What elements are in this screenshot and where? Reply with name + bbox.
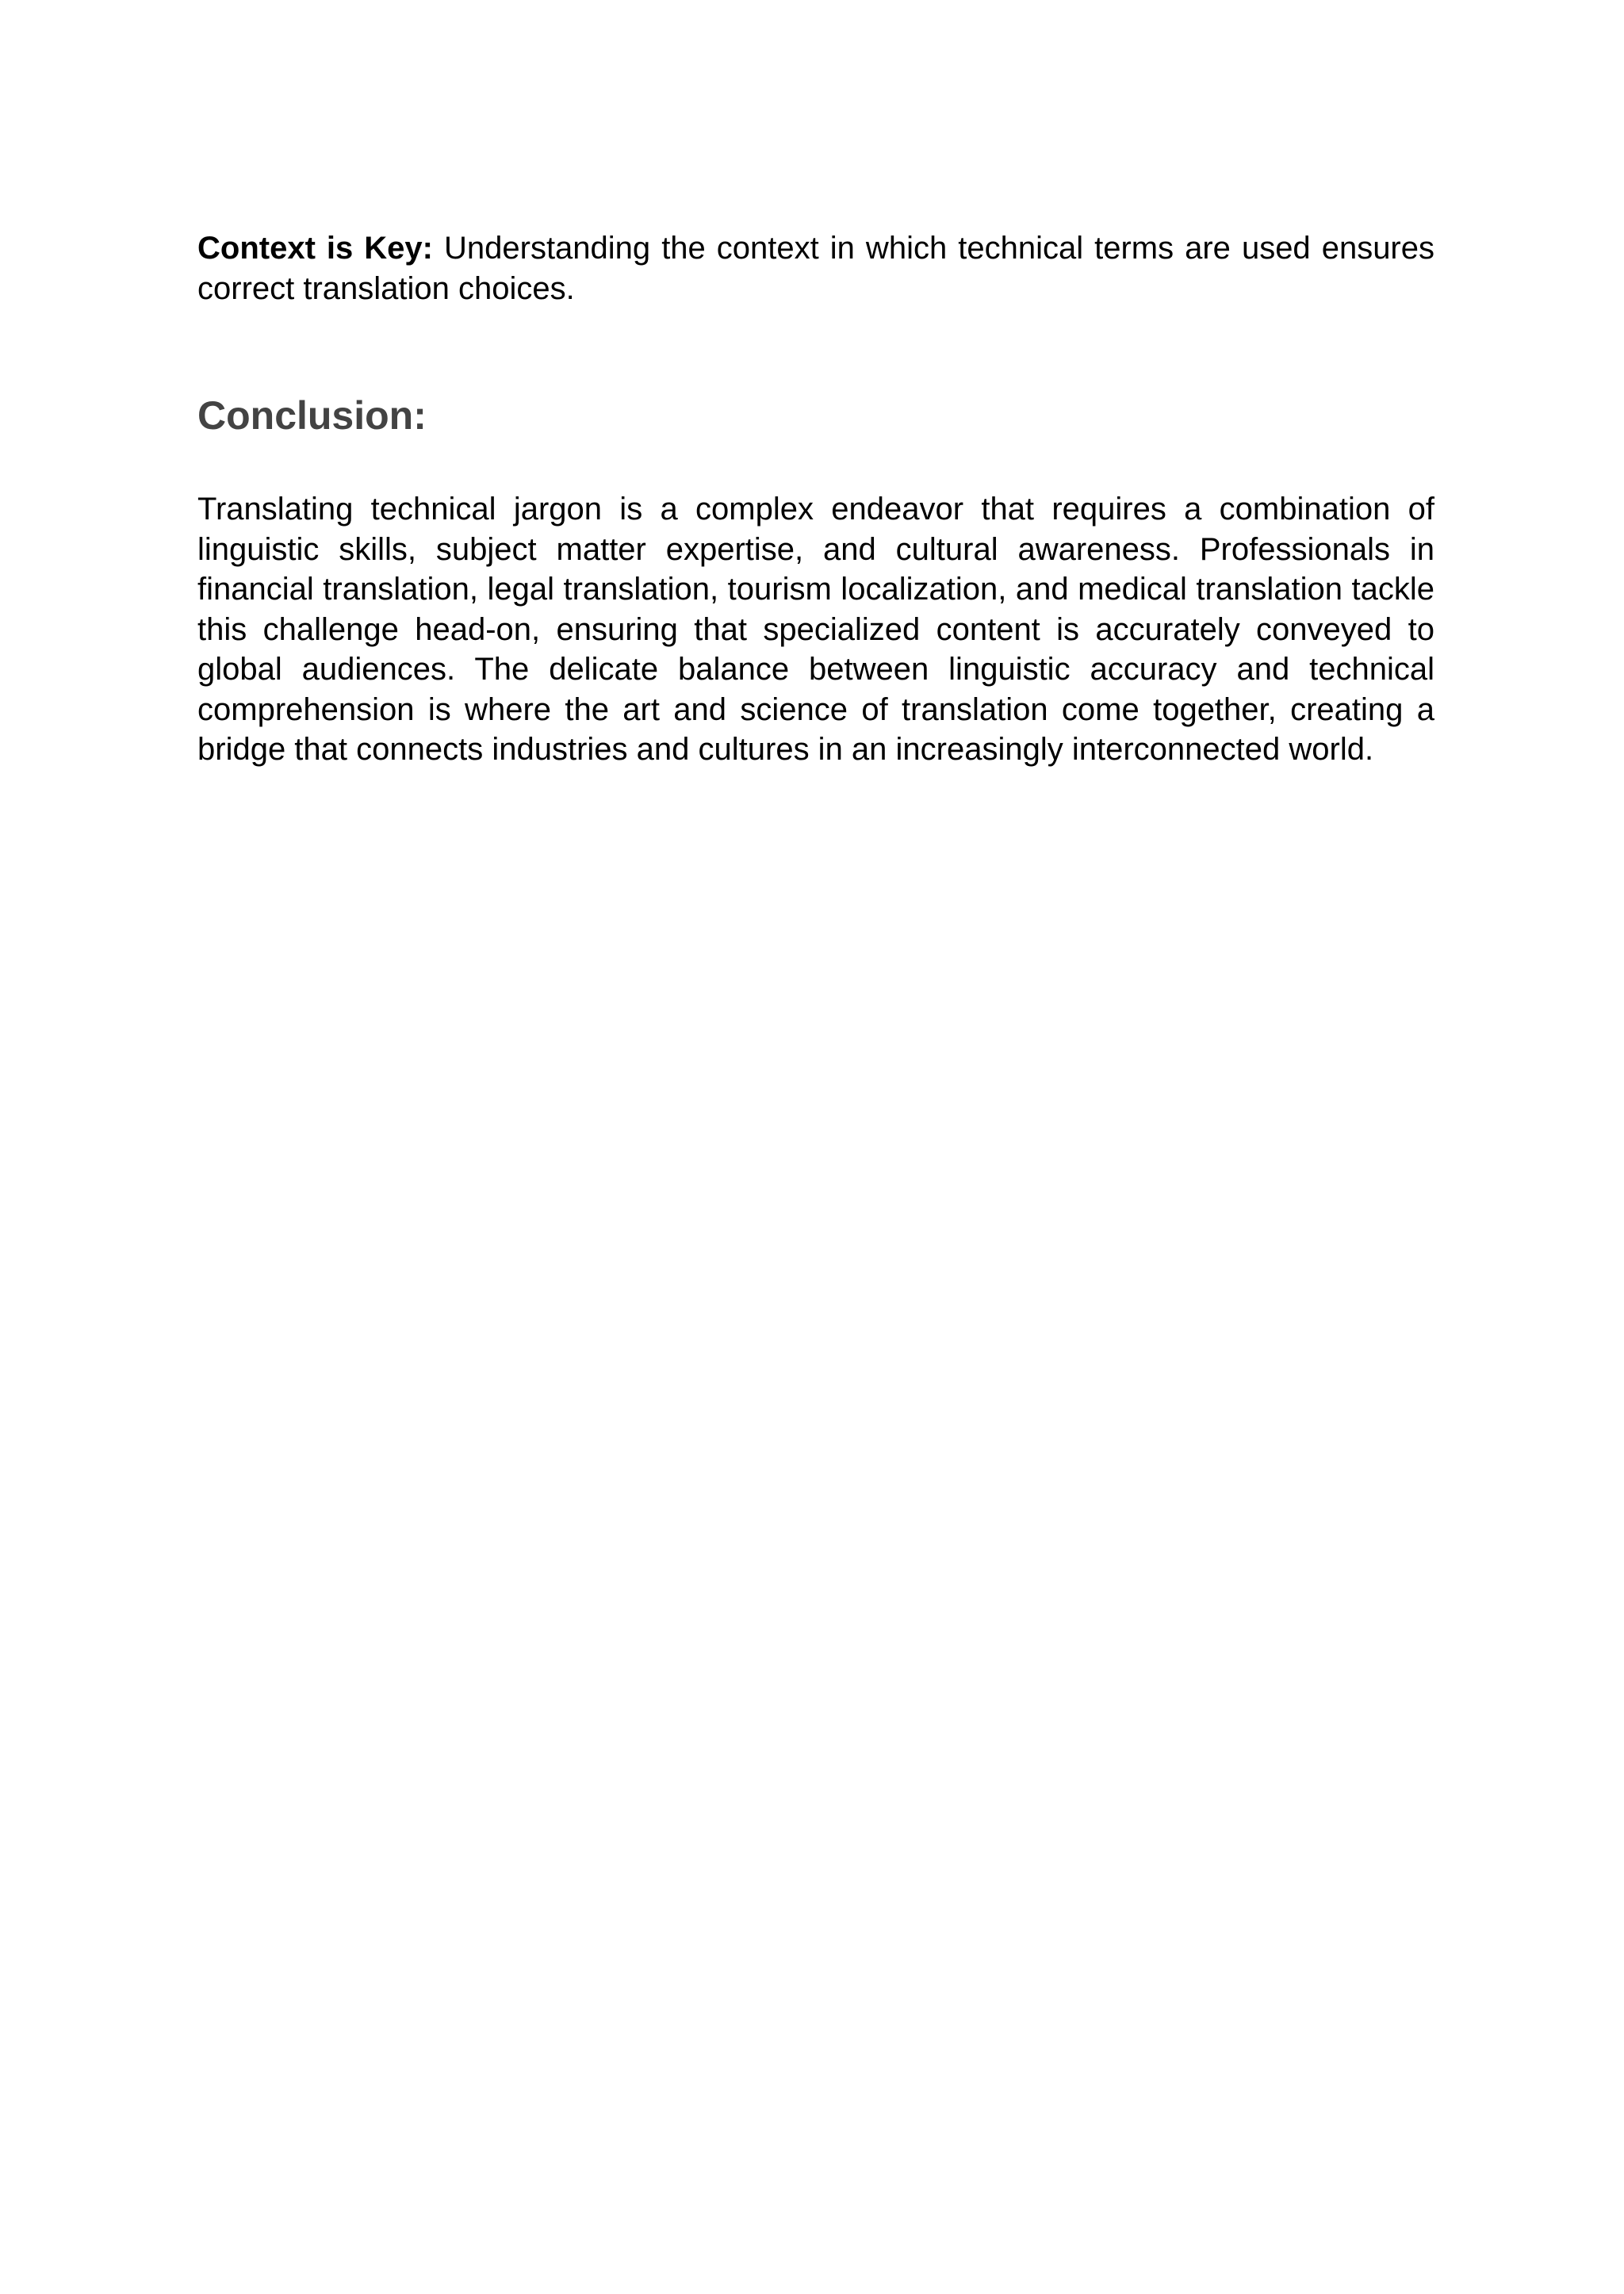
context-text: Understanding the context in which technical terms are used ensures correct translation choices. (197, 231, 1434, 306)
context-lead: Context is Key: (197, 231, 433, 266)
conclusion-heading: Conclusion: (197, 393, 427, 438)
conclusion-paragraph: Translating technical jargon is a complex endeavor that requires a combination of linguistic skills, subject matter expertise, and cultural awareness. Professionals in financial translation, legal translation, tourism localization, and medical translation tackle this challenge head-on, ensuring that specialized content is accurately conveyed to global audiences. The delicate balance between linguistic accuracy and technical comprehension is where the art and science of translation come together, creating a bridge that connects industries and cultures in an increasingly interconnected world. (197, 492, 1434, 767)
context-paragraph (197, 228, 1434, 308)
page-content (197, 228, 1434, 770)
